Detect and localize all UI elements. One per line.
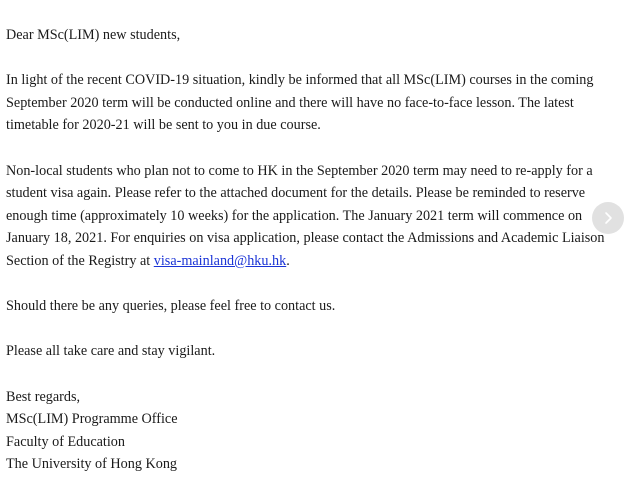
- paragraph-take-care: Please all take care and stay vigilant.: [6, 343, 216, 360]
- paragraph-line: January 18, 2021. For enquiries on visa application, please contact the Admissions and Academic Liaison: [6, 230, 605, 247]
- contact-email-link[interactable]: visa-mainland@hku.hk: [153, 252, 287, 269]
- paragraph-gap: [6, 137, 640, 160]
- email-body: [6, 24, 640, 476]
- paragraph-gap: [6, 47, 640, 70]
- link-prefix-text: Section of the Registry at: [6, 252, 154, 269]
- signature-university: The University of Hong Kong: [6, 456, 178, 473]
- paragraph-gap: [6, 318, 640, 341]
- signature-office: MSc(LIM) Programme Office: [6, 411, 178, 428]
- paragraph-line: student visa again. Please refer to the attached document for the details. Please be reminded to reserve: [6, 185, 586, 202]
- greeting: Dear MSc(LIM) new students,: [6, 27, 181, 43]
- paragraph-queries: Should there be any queries, please feel free to contact us.: [6, 298, 336, 315]
- paragraph-line: September 2020 term will be conducted online and there will have no face-to-face lesson. The latest: [6, 94, 574, 111]
- link-suffix-text: .: [286, 252, 290, 269]
- next-button[interactable]: [592, 202, 624, 234]
- paragraph-line: In light of the recent COVID-19 situation, kindly be informed that all MSc(LIM) courses in the coming: [6, 72, 594, 89]
- paragraph-gap: [6, 363, 640, 386]
- signature-closing: Best regards,: [6, 388, 81, 405]
- paragraph-online-courses: [6, 69, 640, 137]
- paragraph-visa: [6, 160, 640, 273]
- paragraph-line: Non-local students who plan not to come to HK in the September 2020 term may need to re-apply for a: [6, 162, 593, 179]
- paragraph-line-with-link: [6, 250, 640, 273]
- chevron-right-icon: [601, 211, 615, 225]
- paragraph-line: enough time (approximately 10 weeks) for the application. The January 2021 term will commence on: [6, 207, 583, 224]
- paragraph-gap: [6, 273, 640, 296]
- signature-block: [6, 386, 640, 476]
- paragraph-line: timetable for 2020-21 will be sent to you in due course.: [6, 117, 321, 134]
- signature-faculty: Faculty of Education: [6, 433, 125, 450]
